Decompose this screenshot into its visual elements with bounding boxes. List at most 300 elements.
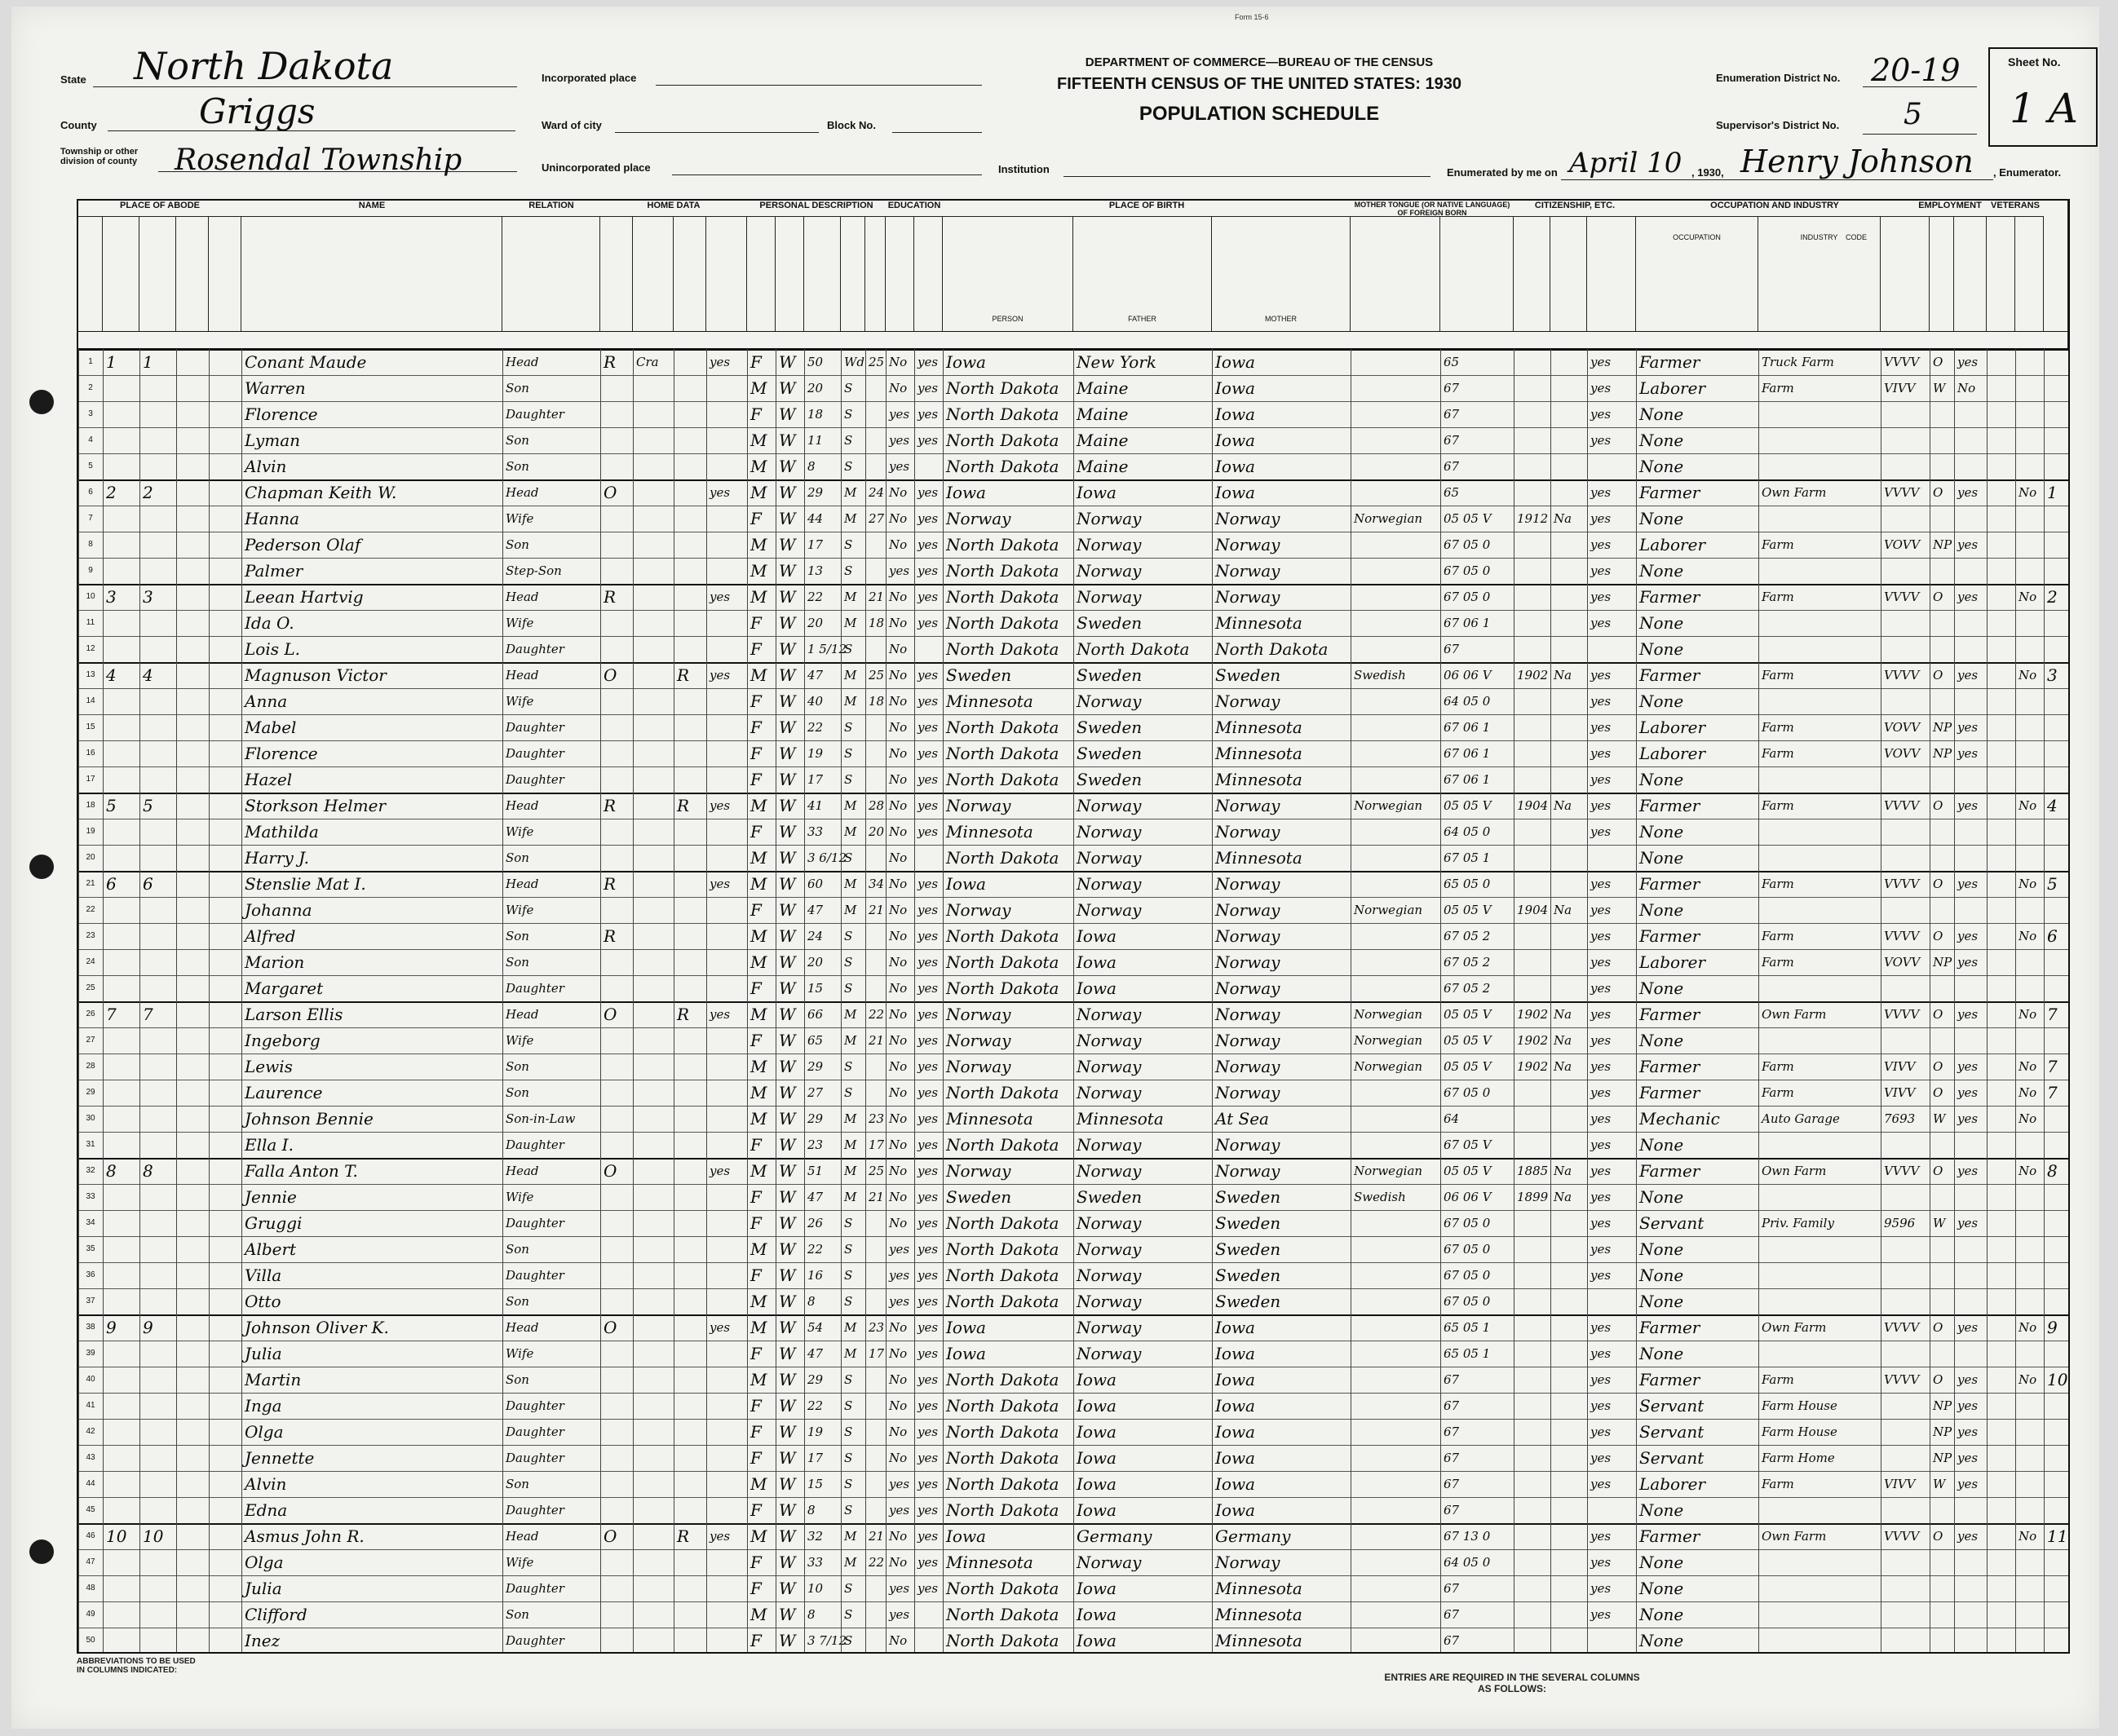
- cell-sex: F: [750, 1344, 762, 1363]
- cell-radio: R: [677, 1005, 690, 1024]
- column-rule: [78, 349, 79, 1652]
- cell-n: 37: [86, 1296, 95, 1305]
- cell-radio: [674, 1497, 706, 1523]
- cell-rel: Head: [506, 1164, 539, 1178]
- cell-sch: No: [889, 537, 908, 552]
- cell-age: 44: [807, 511, 824, 526]
- cell-mbp: Norway: [1215, 691, 1280, 711]
- cell-mar: S: [844, 1294, 853, 1309]
- cell-vet: [2015, 766, 2044, 793]
- cell-race: W: [779, 1083, 796, 1102]
- cell-lang: [1351, 558, 1440, 584]
- cell-ind: [1758, 1027, 1881, 1054]
- cell-radio: [674, 1575, 706, 1601]
- cell-cls: [1930, 1497, 1954, 1523]
- cell-cls: O: [1933, 929, 1943, 943]
- cell-race: W: [779, 1526, 796, 1546]
- cell-ind: Farm House: [1762, 1425, 1837, 1439]
- cell-val: [633, 688, 674, 714]
- cell-mbp: Norway: [1215, 978, 1280, 998]
- township-label: Township or other division of county: [60, 147, 139, 166]
- cell-dw: [103, 1575, 139, 1601]
- cell-eng: yes: [1590, 1425, 1612, 1439]
- cell-name: Anna: [245, 691, 288, 711]
- cell-mbp: Norway: [1215, 1083, 1280, 1102]
- cell-nat: [1550, 1393, 1587, 1419]
- cell-occ: Farmer: [1639, 874, 1700, 894]
- cell-occ: Laborer: [1639, 1474, 1706, 1494]
- cell-dw: [103, 453, 139, 479]
- cell-cls: [1930, 1027, 1954, 1054]
- cell-code: 64 05 0: [1444, 694, 1491, 709]
- header-cell: [914, 201, 943, 331]
- cell-n: 24: [86, 957, 95, 966]
- header-cell: [1440, 201, 1514, 331]
- cell-rel: Son: [506, 537, 529, 552]
- cell-eng: yes: [1590, 1164, 1612, 1178]
- cell-ocode: [1881, 453, 1930, 479]
- cell-farmno: [2044, 1393, 2068, 1419]
- cell-mar: M: [844, 1529, 857, 1544]
- cell-age: 66: [807, 1007, 824, 1022]
- cell-occ: None: [1639, 1500, 1684, 1520]
- cell-imm: [1514, 532, 1550, 558]
- cell-fbp: Iowa: [1077, 1370, 1116, 1389]
- cell-val: [633, 1001, 674, 1027]
- cell-mbp: Iowa: [1215, 483, 1255, 502]
- cell-farm: [706, 1106, 747, 1132]
- cell-ocode: [1881, 1262, 1930, 1288]
- cell-farm: [706, 1601, 747, 1628]
- cell-farm: [706, 506, 747, 532]
- cell-nat: [1550, 1445, 1587, 1471]
- cell-lang: [1351, 584, 1440, 610]
- unincorporated-label: Unincorporated place: [542, 161, 651, 174]
- cell-sex: F: [750, 691, 762, 711]
- cell-lang: [1351, 1314, 1440, 1341]
- cell-occ: None: [1639, 404, 1684, 424]
- cell-n: 7: [88, 514, 93, 523]
- cell-nat: [1550, 714, 1587, 740]
- cell-ocode: VVVV: [1884, 590, 1920, 604]
- cell-occ: None: [1639, 1135, 1684, 1155]
- cell-sex: F: [750, 352, 762, 372]
- cell-sex: M: [750, 1109, 767, 1129]
- cell-nat: [1550, 1106, 1587, 1132]
- column-rule: [943, 349, 944, 1652]
- cell-fbp: Iowa: [1077, 1631, 1116, 1650]
- cell-rel: Wife: [506, 694, 534, 709]
- cell-bp: North Dakota: [946, 952, 1059, 972]
- col-industry: INDUSTRY: [1758, 201, 1881, 331]
- cell-own: [600, 401, 633, 427]
- cell-farmno: [2044, 1471, 2068, 1497]
- cell-lit: yes: [918, 1164, 939, 1178]
- cell-lit: yes: [918, 1555, 939, 1570]
- cell-farmno: 1: [2047, 483, 2058, 502]
- cell-ind: [1758, 1262, 1881, 1288]
- cell-fam: 4: [143, 665, 153, 685]
- cell-fbp: Norway: [1077, 1057, 1142, 1076]
- cell-imm: [1514, 1523, 1550, 1549]
- cell-cls: [1930, 897, 1954, 923]
- cell-own: [600, 1575, 633, 1601]
- cell-lang: [1351, 1549, 1440, 1575]
- cell-ind: [1758, 845, 1881, 871]
- cell-rel: Head: [506, 355, 539, 369]
- cell-bp: Norway: [946, 900, 1011, 920]
- cell-fam: [139, 558, 176, 584]
- cell-fbp: Iowa: [1077, 952, 1116, 972]
- cell-sex: F: [750, 639, 762, 659]
- cell-vet: No: [2019, 1164, 2037, 1178]
- cell-dw: [103, 1601, 139, 1628]
- cell-name: Storkson Helmer: [245, 796, 387, 815]
- cell-race: W: [779, 1057, 796, 1076]
- cell-sch: yes: [889, 1294, 910, 1309]
- cell-nat: Na: [1554, 1059, 1572, 1074]
- sheet-label: Sheet No.: [2008, 55, 2061, 68]
- header-cell: [103, 201, 139, 331]
- cell-cls: O: [1933, 1372, 1943, 1387]
- cell-imm: [1514, 479, 1550, 506]
- cell-lit: yes: [918, 563, 939, 578]
- cell-code: 67: [1444, 642, 1460, 656]
- cell-rel: Head: [506, 1529, 539, 1544]
- cell-farm: [706, 1184, 747, 1210]
- cell-mbp: Iowa: [1215, 1474, 1255, 1494]
- column-rule: [1636, 349, 1637, 1652]
- cell-val: [633, 1628, 674, 1654]
- cell-imm: 1902: [1517, 1033, 1549, 1048]
- column-rule: [600, 349, 601, 1652]
- cell-lang: [1351, 375, 1440, 401]
- cell-sex: F: [750, 404, 762, 424]
- cell-vet: [2015, 1184, 2044, 1210]
- cell-lang: [1351, 1419, 1440, 1445]
- cell-cls: [1930, 401, 1954, 427]
- cell-sex: F: [750, 1135, 762, 1155]
- cell-agem: [865, 1236, 886, 1262]
- cell-ind: [1758, 897, 1881, 923]
- cell-lang: [1351, 871, 1440, 897]
- cell-ind: [1758, 558, 1881, 584]
- cell-lit: yes: [918, 1398, 939, 1413]
- cell-code: 64 05 0: [1444, 824, 1491, 839]
- cell-eng: yes: [1590, 824, 1612, 839]
- cell-sex: M: [750, 483, 767, 502]
- cell-vet: No: [2019, 1007, 2037, 1022]
- cell-fam: [139, 1393, 176, 1419]
- cell-mbp: Norway: [1215, 874, 1280, 894]
- cell-farmno: [2044, 1027, 2068, 1054]
- cell-radio: [674, 1393, 706, 1419]
- cell-vet: [2015, 1445, 2044, 1471]
- cell-vet: No: [2019, 1372, 2037, 1387]
- cell-race: W: [779, 1318, 796, 1337]
- binding-hole: [29, 855, 54, 879]
- cell-mar: S: [844, 850, 853, 865]
- cell-mbp: Iowa: [1215, 1344, 1255, 1363]
- cell-ocode: [1881, 819, 1930, 845]
- cell-farm: [706, 453, 747, 479]
- cell-agem: [865, 740, 886, 766]
- cell-nat: [1550, 1471, 1587, 1497]
- cell-ocode: [1881, 1497, 1930, 1523]
- cell-age: 27: [807, 1085, 824, 1100]
- cell-imm: 1912: [1517, 511, 1549, 526]
- cell-lang: [1351, 1393, 1440, 1419]
- cell-farm: [706, 923, 747, 949]
- cell-agem: 18: [869, 694, 885, 709]
- cell-occ: Farmer: [1639, 483, 1700, 502]
- cell-radio: [674, 506, 706, 532]
- cell-nat: Na: [1554, 798, 1572, 813]
- cell-own: [600, 1497, 633, 1523]
- cell-bp: Norway: [946, 509, 1011, 528]
- cell-own: [600, 766, 633, 793]
- cell-sch: No: [889, 798, 908, 813]
- cell-mar: M: [844, 1555, 857, 1570]
- cell-radio: [674, 897, 706, 923]
- cell-fbp: Iowa: [1077, 1605, 1116, 1624]
- cell-race: W: [779, 1005, 796, 1024]
- cell-emp: yes: [1957, 1398, 1979, 1413]
- cell-vet: No: [2019, 1085, 2037, 1100]
- cell-lang: [1351, 1471, 1440, 1497]
- cell-vet: [2015, 897, 2044, 923]
- cell-ocode: [1881, 427, 1930, 453]
- cell-cls: [1930, 1601, 1954, 1628]
- cell-emp: [1954, 1575, 1987, 1601]
- cell-ind: [1758, 506, 1881, 532]
- cell-code: 67: [1444, 1372, 1460, 1387]
- cell-lang: [1351, 949, 1440, 975]
- cell-cls: [1930, 1262, 1954, 1288]
- cell-lit: [914, 1601, 943, 1628]
- cell-dw: [103, 1445, 139, 1471]
- cell-agem: 18: [869, 616, 885, 630]
- cell-mar: S: [844, 1268, 853, 1283]
- cell-occ: None: [1639, 900, 1684, 920]
- cell-age: 23: [807, 1137, 824, 1152]
- cell-ocode: VIVV: [1884, 381, 1916, 395]
- cell-imm: [1514, 1628, 1550, 1654]
- cell-cls: W: [1933, 1216, 1946, 1230]
- cell-age: 29: [807, 1059, 824, 1074]
- cell-mbp: Sweden: [1215, 1292, 1281, 1311]
- cell-dw: 8: [106, 1161, 117, 1181]
- cell-radio: [674, 975, 706, 1001]
- cell-sex: M: [750, 587, 767, 607]
- cell-eng: yes: [1590, 1372, 1612, 1387]
- cell-emp: [1954, 1549, 1987, 1575]
- cell-emp: yes: [1957, 1451, 1979, 1465]
- township-value: Rosendal Township: [175, 144, 462, 177]
- cell-code: 67: [1444, 381, 1460, 395]
- block-label: Block No.: [827, 119, 876, 131]
- cell-own: [600, 1210, 633, 1236]
- form-number: Form 15-6: [1235, 13, 1269, 21]
- cell-sch: No: [889, 1033, 908, 1048]
- cell-age: 50: [807, 355, 824, 369]
- cell-cls: O: [1933, 668, 1943, 682]
- cell-lang: [1351, 427, 1440, 453]
- cell-lit: yes: [918, 1581, 939, 1596]
- cell-name: Palmer: [245, 561, 303, 581]
- cell-sch: yes: [889, 433, 910, 448]
- cell-eng: yes: [1590, 381, 1612, 395]
- cell-occ: None: [1639, 1579, 1684, 1598]
- cell-cls: [1930, 1132, 1954, 1158]
- cell-nat: [1550, 766, 1587, 793]
- cell-cls: [1930, 1628, 1954, 1654]
- cell-n: 8: [88, 540, 93, 549]
- cell-eng: yes: [1590, 511, 1612, 526]
- header-cell: [747, 201, 776, 331]
- cell-emp: yes: [1957, 1529, 1979, 1544]
- census-sheet: [11, 7, 2099, 1729]
- cell-val: [633, 1549, 674, 1575]
- cell-age: 18: [807, 407, 824, 422]
- supervisor-label: Supervisor's District No.: [1716, 119, 1840, 131]
- cell-mbp: Norway: [1215, 926, 1280, 946]
- cell-rel: Daughter: [506, 1633, 564, 1648]
- cell-fam: [139, 1080, 176, 1106]
- column-rule: [1954, 349, 1955, 1652]
- cell-own: [600, 975, 633, 1001]
- cell-occ: Servant: [1639, 1396, 1705, 1416]
- cell-race: W: [779, 352, 796, 372]
- cell-n: 44: [86, 1479, 95, 1488]
- cell-nat: Na: [1554, 1033, 1572, 1048]
- cell-rel: Wife: [506, 824, 534, 839]
- cell-nat: [1550, 1210, 1587, 1236]
- cell-mar: S: [844, 1398, 853, 1413]
- cell-fbp: Norway: [1077, 1135, 1142, 1155]
- cell-sch: No: [889, 1372, 908, 1387]
- cell-nat: [1550, 479, 1587, 506]
- cell-bp: Minnesota: [946, 1553, 1033, 1572]
- cell-cls: O: [1933, 485, 1943, 500]
- cell-lang: [1351, 1601, 1440, 1628]
- cell-sex: M: [750, 1474, 767, 1494]
- cell-mbp: Norway: [1215, 1057, 1280, 1076]
- cell-nat: [1550, 1080, 1587, 1106]
- cell-code: 67 06 1: [1444, 772, 1491, 787]
- state-label: State: [60, 73, 86, 86]
- cell-dw: [103, 1628, 139, 1654]
- cell-code: 64: [1444, 1111, 1460, 1126]
- cell-imm: [1514, 1419, 1550, 1445]
- cell-rel: Son: [506, 955, 529, 970]
- cell-mbp: Iowa: [1215, 457, 1255, 476]
- cell-imm: [1514, 1445, 1550, 1471]
- cell-own: [600, 610, 633, 636]
- cell-dw: 1: [106, 352, 117, 372]
- cell-nat: [1550, 532, 1587, 558]
- cell-fbp: Norway: [1077, 1344, 1142, 1363]
- cell-sch: No: [889, 1451, 908, 1465]
- cell-ocode: [1881, 766, 1930, 793]
- cell-farmno: 8: [2047, 1161, 2058, 1181]
- cell-code: 67 06 1: [1444, 616, 1491, 630]
- cell-dw: [103, 532, 139, 558]
- cell-dw: [103, 401, 139, 427]
- cell-bp: North Dakota: [946, 431, 1059, 450]
- cell-eng: yes: [1590, 746, 1612, 761]
- cell-rel: Son: [506, 381, 529, 395]
- department-title: DEPARTMENT OF COMMERCE—BUREAU OF THE CENSUS: [1085, 55, 1434, 69]
- cell-fam: [139, 1601, 176, 1628]
- cell-sex: F: [750, 1422, 762, 1442]
- cell-sex: F: [750, 770, 762, 789]
- cell-fbp: Iowa: [1077, 1422, 1116, 1442]
- cell-cls: NP: [1933, 955, 1952, 970]
- cell-mar: S: [844, 1059, 853, 1074]
- cell-sex: M: [750, 1161, 767, 1181]
- cell-name: Chapman Keith W.: [245, 483, 397, 502]
- cell-vet: [2015, 506, 2044, 532]
- cell-ocode: [1881, 1288, 1930, 1314]
- cell-occ: Farmer: [1639, 1161, 1700, 1181]
- cell-name: Inez: [245, 1631, 281, 1650]
- cell-sch: No: [889, 720, 908, 735]
- cell-code: 67: [1444, 1477, 1460, 1491]
- column-rule: [1550, 349, 1551, 1652]
- cell-cls: [1930, 1575, 1954, 1601]
- cell-n: 50: [86, 1636, 95, 1645]
- cell-radio: [674, 1210, 706, 1236]
- cell-fam: [139, 688, 176, 714]
- cell-val: [633, 584, 674, 610]
- cell-n: 33: [86, 1192, 95, 1201]
- cell-sex: M: [750, 1370, 767, 1389]
- cell-emp: [1954, 975, 1987, 1001]
- cell-dw: [103, 740, 139, 766]
- cell-age: 20: [807, 616, 824, 630]
- cell-dw: 5: [106, 796, 117, 815]
- cell-cls: [1930, 427, 1954, 453]
- cell-rel: Daughter: [506, 1268, 564, 1283]
- cell-mbp: Minnesota: [1215, 718, 1302, 737]
- cell-radio: [674, 688, 706, 714]
- cell-rel: Daughter: [506, 1398, 564, 1413]
- cell-farmno: [2044, 688, 2068, 714]
- cell-cls: O: [1933, 590, 1943, 604]
- cell-ocode: VVVV: [1884, 355, 1920, 369]
- cell-imm: [1514, 1210, 1550, 1236]
- population-table: [77, 199, 2070, 1654]
- cell-farm: yes: [710, 798, 731, 813]
- cell-lit: yes: [918, 590, 939, 604]
- col-code: CODE: [1845, 233, 1867, 241]
- binding-hole: [29, 1539, 54, 1564]
- cell-emp: yes: [1957, 485, 1979, 500]
- cell-nat: [1550, 584, 1587, 610]
- cell-vet: [2015, 688, 2044, 714]
- cell-age: 40: [807, 694, 824, 709]
- cell-farm: [706, 1628, 747, 1654]
- cell-farm: [706, 1080, 747, 1106]
- cell-mar: S: [844, 1607, 853, 1622]
- cell-agem: [865, 532, 886, 558]
- cell-farm: [706, 427, 747, 453]
- cell-radio: [674, 923, 706, 949]
- cell-farm: [706, 688, 747, 714]
- cell-emp: [1954, 1497, 1987, 1523]
- cell-race: W: [779, 1187, 796, 1207]
